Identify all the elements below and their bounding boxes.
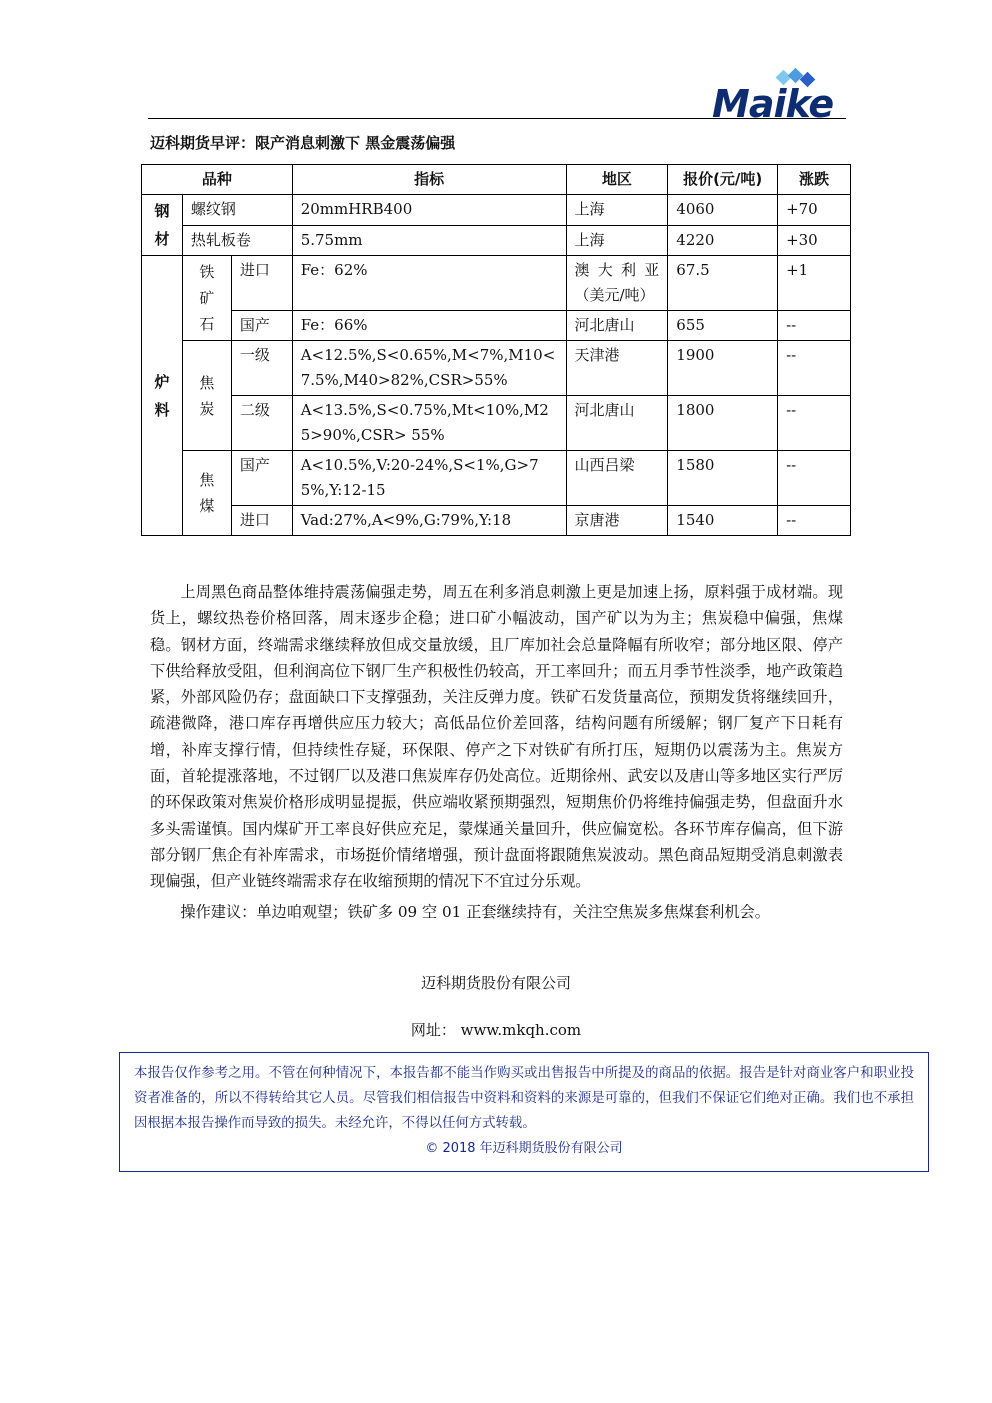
- product-spec: Fe：66%: [292, 311, 566, 341]
- product-change: --: [778, 341, 851, 396]
- product-spec: 20mmHRB400: [292, 195, 566, 226]
- product-price: 655: [668, 311, 778, 341]
- product-region: 上海: [566, 195, 668, 226]
- product-spec: A<12.5%,S<0.65%,M<7%,M10<7.5%,M40>82%,CSR>55%: [292, 341, 566, 396]
- group-coke: 焦炭: [182, 341, 231, 451]
- product-price: 1900: [668, 341, 778, 396]
- table-row: [142, 225, 851, 256]
- product-price: 4060: [668, 195, 778, 226]
- disclaimer-text: 本报告仅作参考之用。不管在何种情况下，本报告都不能当作购买或出售报告中所提及的商品的依据。报告是针对商业客户和职业投资者准备的，所以不得转给其它人员。尽管我们相信报告中资料和资料的来源是可靠的，但我们不保证它们绝对正确。我们也不承担因根据本报告操作而导致的损失。未经允许，不得以任何方式转载。: [134, 1066, 914, 1131]
- table-row: [142, 311, 851, 341]
- product-region: 澳 大 利 亚（美元/吨）: [566, 256, 668, 311]
- product-region: 河北唐山: [566, 396, 668, 451]
- trading-advice: 操作建议：单边咱观望；铁矿多 09 空 01 正套继续持有，关注空焦炭多焦煤套利机会。: [180, 902, 770, 921]
- report-title: 迈科期货早评：限产消息刺激下 黑金震荡偏强: [150, 134, 456, 152]
- group-iron-ore: 铁矿石: [182, 256, 231, 341]
- product-price: 4220: [668, 225, 778, 256]
- product-region: 河北唐山: [566, 311, 668, 341]
- product-change: --: [778, 396, 851, 451]
- sub-type: 二级: [231, 396, 292, 451]
- table-row: [142, 195, 851, 226]
- product-change: +1: [778, 256, 851, 311]
- product-price: 67.5: [668, 256, 778, 311]
- sub-type: 国产: [231, 311, 292, 341]
- product-change: --: [778, 311, 851, 341]
- sub-type: 进口: [231, 506, 292, 536]
- table-row: [142, 256, 851, 311]
- product-spec: A<13.5%,S<0.75%,Mt<10%,M25>90%,CSR> 55%: [292, 396, 566, 451]
- copyright-notice: © 2018 年迈科期货股份有限公司: [425, 1141, 623, 1156]
- product-price: 1540: [668, 506, 778, 536]
- table-row: [142, 341, 851, 396]
- product-region: 天津港: [566, 341, 668, 396]
- product-spec: Fe：62%: [292, 256, 566, 311]
- sub-type: 进口: [231, 256, 292, 311]
- header-price: 报价(元/吨): [668, 165, 778, 195]
- table-row: [142, 506, 851, 536]
- product-name: 螺纹钢: [182, 195, 292, 226]
- table-row: [142, 396, 851, 451]
- product-region: 京唐港: [566, 506, 668, 536]
- product-change: --: [778, 451, 851, 506]
- price-table: [141, 164, 851, 536]
- header-change: 涨跌: [778, 165, 851, 195]
- group-coking-coal: 焦煤: [182, 451, 231, 536]
- sub-type: 一级: [231, 341, 292, 396]
- product-change: --: [778, 506, 851, 536]
- category-furnace: 炉料: [142, 256, 183, 536]
- product-change: +30: [778, 225, 851, 256]
- product-spec: A<10.5%,V:20-24%,S<1%,G>75%,Y:12-15: [292, 451, 566, 506]
- header-rule: [148, 118, 846, 119]
- sub-type: 国产: [231, 451, 292, 506]
- market-commentary: [150, 579, 843, 925]
- commentary-paragraph: 上周黑色商品整体维持震荡偏强走势，周五在利多消息刺激上更是加速上扬，原料强于成材端。现货上，螺纹热卷价格回落，周末逐步企稳；进口矿小幅波动，国产矿以为为主；焦炭稳中偏强，焦煤稳。钢材方面，终端需求继续释放但成交量放缓，且厂库加社会总量降幅有所收窄；部分地区限、停产下供给释放受阻，但利润高位下钢厂生产积极性仍较高，开工率回升；而五月季节性淡季，地产政策趋紧，外部风险仍存；盘面缺口下支撑强劲，关注反弹力度。铁矿石发货量高位，预期发货将继续回升，疏港微降，港口库存再增供应压力较大；高低品位价差回落，结构问题有所缓解；钢厂复产下日耗有增，补库支撑行情，但持续性存疑，环保限、停产之下对铁矿有所打压，短期仍以震荡为主。焦炭方面，首轮提涨落地，不过钢厂以及港口焦炭库存仍处高位。近期徐州、武安以及唐山等多地区实行严厉的环保政策对焦炭价格形成明显提振，供应端收紧预期强烈，短期焦价仍将维持偏强走势，但盘面升水多头需谨慎。国内煤矿开工率良好供应充足，蒙煤通关量回升，供应偏宽松。各环节库存偏高，但下游部分钢厂焦企有补库需求，市场挺价情绪增强，预计盘面将跟随焦炭波动。黑色商品短期受消息刺激表现偏强，但产业链终端需求存在收缩预期的情况下不宜过分乐观。: [150, 583, 843, 891]
- company-name: 迈科期货股份有限公司: [420, 974, 571, 992]
- header-spec: 指标: [292, 165, 566, 195]
- product-price: 1580: [668, 451, 778, 506]
- header-region: 地区: [566, 165, 668, 195]
- logo-text: Maike: [712, 82, 834, 126]
- table-row: [142, 451, 851, 506]
- table-header-row: [142, 165, 851, 195]
- product-change: +70: [778, 195, 851, 226]
- product-region: 山西吕梁: [566, 451, 668, 506]
- category-steel: 钢材: [142, 195, 183, 256]
- header-variety: 品种: [142, 165, 293, 195]
- maike-logo: [712, 70, 847, 126]
- website-link[interactable]: 网址： www.mkqh.com: [410, 1021, 582, 1039]
- product-spec: Vad:27%,A<9%,G:79%,Y:18: [292, 506, 566, 536]
- product-spec: 5.75mm: [292, 225, 566, 256]
- disclaimer-box: [119, 1052, 929, 1172]
- product-region: 上海: [566, 225, 668, 256]
- product-price: 1800: [668, 396, 778, 451]
- product-name: 热轧板卷: [182, 225, 292, 256]
